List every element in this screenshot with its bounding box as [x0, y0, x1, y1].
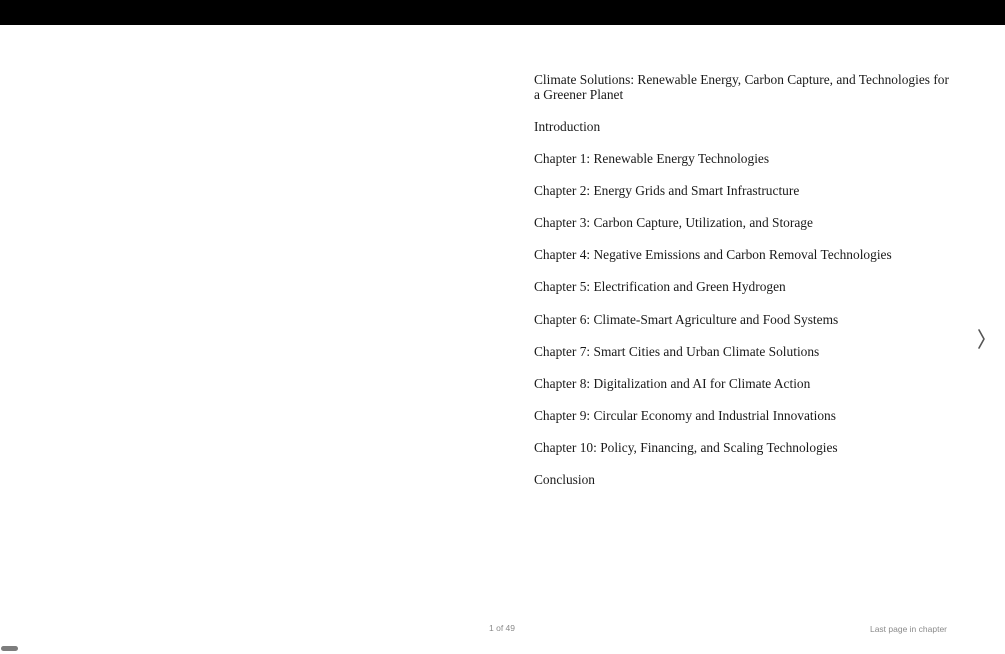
scroll-handle[interactable]: [1, 646, 18, 651]
toc-item-chapter-9[interactable]: Chapter 9: Circular Economy and Industrial Innovations: [534, 407, 836, 423]
toc-item-chapter-4[interactable]: Chapter 4: Negative Emissions and Carbon Removal Technologies: [534, 247, 892, 263]
toc-item-chapter-1[interactable]: Chapter 1: Renewable Energy Technologies: [534, 151, 770, 167]
toc-item-chapter-8[interactable]: Chapter 8: Digitalization and AI for Climate Action: [534, 375, 811, 391]
left-page-blank: [0, 25, 500, 625]
next-page-button[interactable]: [973, 322, 991, 356]
toc-item-chapter-2[interactable]: Chapter 2: Energy Grids and Smart Infrastructure: [534, 183, 800, 199]
table-of-contents: [534, 72, 954, 504]
toc-item-chapter-5[interactable]: Chapter 5: Electrification and Green Hydrogen: [534, 279, 786, 295]
window-top-bar: [0, 0, 1005, 25]
toc-item-chapter-6[interactable]: Chapter 6: Climate-Smart Agriculture and Food Systems: [534, 311, 839, 327]
toc-item-chapter-10[interactable]: Chapter 10: Policy, Financing, and Scaling Technologies: [534, 439, 838, 455]
toc-item-chapter-3[interactable]: Chapter 3: Carbon Capture, Utilization, and Storage: [534, 215, 813, 231]
toc-item-introduction[interactable]: Introduction: [534, 119, 601, 134]
chapter-position-note: Last page in chapter: [869, 624, 947, 634]
toc-item-chapter-7[interactable]: Chapter 7: Smart Cities and Urban Climate Solutions: [534, 343, 820, 359]
book-title: Climate Solutions: Renewable Energy, Carbon Capture, and Technologies for a Greener Planet: [534, 72, 949, 102]
chevron-right-icon: [973, 322, 991, 356]
page-counter: 1 of 49: [489, 623, 515, 633]
toc-item-conclusion[interactable]: Conclusion: [534, 472, 596, 488]
